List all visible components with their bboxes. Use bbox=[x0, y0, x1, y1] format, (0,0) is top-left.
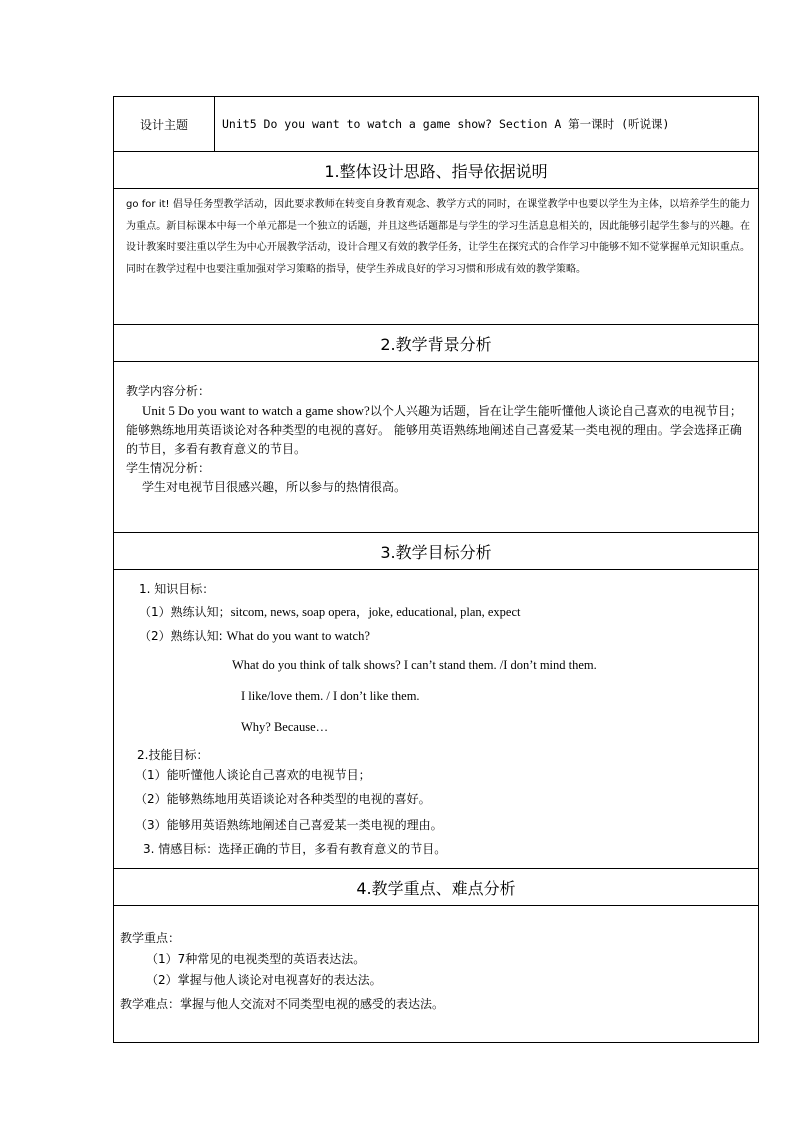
student-analysis-label: 学生情况分析： bbox=[126, 461, 211, 475]
section-1-header-row bbox=[114, 152, 759, 189]
content-analysis-label: 教学内容分析： bbox=[126, 384, 211, 398]
knowledge-goal-2-question: What do you want to watch? bbox=[226, 629, 370, 643]
section-3-title: 3.教学目标分析 bbox=[114, 533, 759, 570]
knowledge-goal-label: 1. 知识目标： bbox=[139, 582, 215, 596]
knowledge-goal-1-prefix: （1）熟练认知； bbox=[139, 605, 231, 619]
knowledge-goal-1-words: sitcom, news, soap opera，joke, educational, plan, expect bbox=[230, 605, 521, 619]
difficulty-text: 教学难点：掌握与他人交流对不同类型电视的感受的表达法。 bbox=[120, 997, 445, 1011]
section-2-body bbox=[114, 362, 759, 533]
content-analysis-chinese: 以个人兴趣为话题，旨在让学生能听懂他人谈论自己喜欢的电视节目；能够熟练地用英语谈论对各种类型的电视的喜好。 能够用英语熟练地阐述自己喜爱某一类电视的理由。学会选择正确的节目，多看有教育意义的节目。 bbox=[126, 404, 742, 456]
topic-label: 设计主题 bbox=[114, 97, 215, 152]
topic-row bbox=[114, 97, 759, 152]
section-4-body-row bbox=[114, 906, 759, 1043]
knowledge-goal-2-sentence-3: I like/love them. / I don’t like them. bbox=[241, 689, 420, 703]
section-2-body-row bbox=[114, 362, 759, 533]
emotion-goal: 3. 情感目标：选择正确的节目，多看有教育意义的节目。 bbox=[143, 842, 447, 856]
knowledge-goal-1 bbox=[139, 602, 752, 627]
lesson-plan-sheet bbox=[113, 96, 759, 1043]
section-1-body-row bbox=[114, 189, 759, 325]
skill-goal-3: （3）能够用英语熟练地阐述自己喜爱某一类电视的理由。 bbox=[135, 818, 443, 832]
lesson-plan-table bbox=[113, 96, 759, 1043]
section-2-title: 2.教学背景分析 bbox=[114, 325, 759, 362]
section-2-header-row bbox=[114, 325, 759, 362]
key-point-1: （1）7种常见的电视类型的英语表达法。 bbox=[146, 952, 366, 966]
skill-goal-label: 2.技能目标： bbox=[137, 748, 209, 762]
key-point-2: （2）掌握与他人谈论对电视喜好的表达法。 bbox=[146, 973, 382, 987]
skill-goal-2: （2）能够熟练地用英语谈论对各种类型的电视的喜好。 bbox=[135, 792, 431, 806]
section-3-body bbox=[114, 570, 759, 869]
section-4-header-row bbox=[114, 869, 759, 906]
knowledge-goal-2-sentence-4: Why? Because… bbox=[241, 720, 329, 734]
knowledge-goal-2-sentence-2: What do you think of talk shows? I can’t stand them. /I don’t mind them. bbox=[232, 658, 597, 672]
design-rationale-text: go for it! 倡导任务型教学活动，因此要求教师在转变自身教育观念、教学方式的同时，在课堂教学中也要以学生为主体，以培养学生的能力为重点。新目标课本中每一个单元都是一个独立的话题，并且这些话题都是与学生的学习生活息息相关的，因此能够引起学生参与的兴趣。在设计教案时要注重以学生为中心开展教学活动，设计合理又有效的教学任务，让学生在探究式的合作学习中能够不知不觉掌握单元知识重点。同时在教学过程中也要注重加强对学习策略的指导，使学生养成良好的学习习惯和形成有效的教学策略。 bbox=[126, 199, 750, 275]
content-analysis-text bbox=[126, 401, 752, 459]
section-4-title: 4.教学重点、难点分析 bbox=[114, 869, 759, 906]
section-4-body bbox=[114, 906, 759, 1043]
topic-value: Unit5 Do you want to watch a game show? Section A 第一课时 (听说课) bbox=[215, 97, 759, 152]
key-points-label: 教学重点： bbox=[120, 931, 181, 945]
skill-goal-1: （1）能听懂他人谈论自己喜欢的电视节目； bbox=[135, 768, 371, 782]
knowledge-goal-2 bbox=[139, 627, 752, 658]
section-3-header-row bbox=[114, 533, 759, 570]
content-analysis-english: Unit 5 Do you want to watch a game show? bbox=[142, 403, 370, 418]
section-1-body bbox=[114, 189, 759, 325]
knowledge-goal-2-prefix: （2）熟练认知: bbox=[139, 629, 223, 643]
section-1-title: 1.整体设计思路、指导依据说明 bbox=[114, 152, 759, 189]
section-3-body-row bbox=[114, 570, 759, 869]
student-analysis-text: 学生对电视节目很感兴趣，所以参与的热情很高。 bbox=[142, 480, 407, 494]
